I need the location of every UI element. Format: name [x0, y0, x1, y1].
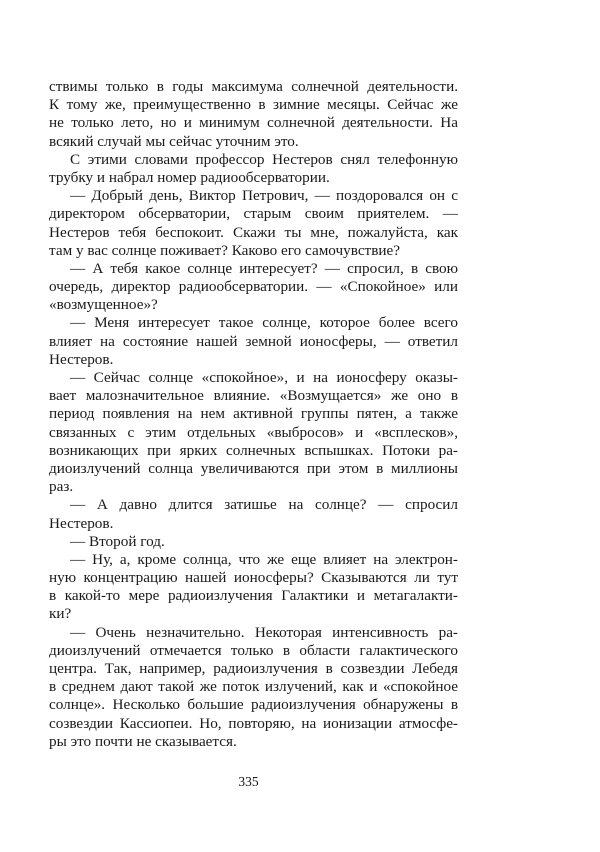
text-line: К тому же, преимущественно в зимние месяцы. Сейчас же — [49, 96, 458, 114]
text-line: ры это почти не сказывается. — [49, 732, 237, 750]
text-line: — Сейчас солнце «спокойное», и на ионосферу оказы- — [70, 369, 458, 386]
text-line: солнце». Несколько большие радиоизлучения обнаружены в — [49, 696, 458, 714]
text-line: в какой-то мере радиоизлучения Галактики и метагалакти- — [49, 587, 458, 605]
text-line: диоизлучений отмечается только в области галактического — [49, 641, 458, 659]
text-line: — Добрый день, Виктор Петрович, — поздоровался он с — [70, 187, 458, 205]
text-line: там у вас солнце поживает? Каково его самочувствие? — [49, 241, 400, 259]
text-line: очередь, директор радиообсерватории. — «Спокойное» или — [49, 278, 458, 296]
text-line: — Ну, а, кроме солнца, что же еще влияет на электрон- — [70, 550, 458, 568]
text-line: — Меня интересует такое солнце, которое более всего — [70, 314, 458, 332]
text-line: директором обсерватории, старым своим приятелем. — — [49, 205, 458, 223]
text-line: — Очень незначительно. Некоторая интенсивность ра- — [70, 623, 458, 641]
text-line: С этими словами профессор Нестеров снял телефонную — [70, 150, 458, 168]
text-line: ствимы только в годы максимума солнечной деятельности. — [49, 78, 458, 95]
text-line: не только лето, но и минимум солнечной деятельности. На — [49, 114, 458, 132]
text-line: Нестеров. — [49, 350, 114, 368]
text-line: трубку и набрал номер радиообсерватории. — [49, 168, 330, 186]
text-line: «возмущенное»? — [49, 296, 158, 314]
text-line: всякий случай мы сейчас уточним это. — [49, 132, 299, 150]
text-line: вает малозначительное влияние. «Возмущается» же оно в — [49, 387, 458, 405]
text-line: ную концентрацию нашей ионосферы? Сказываются ли тут — [49, 569, 458, 587]
text-line: центра. Так, например, радиоизлучения в созвездии Лебедя — [49, 660, 458, 677]
text-line: связанных с этим отдельных «выбросов» и «всплесков», — [49, 423, 458, 441]
text-line: Нестеров. — [49, 514, 114, 532]
text-line: Нестеров тебя беспокоит. Скажи ты мне, пожалуйста, как — [49, 223, 458, 241]
text-line: в среднем дают такой же поток излучений, как и «спокойное — [49, 678, 458, 696]
text-line: — А тебя какое солнце интересует? — спросил, в свою — [70, 259, 458, 277]
body-text — [49, 78, 458, 751]
text-line: раз. — [49, 478, 74, 496]
text-line: период появления на нем активной группы пятен, а также — [49, 405, 458, 423]
text-line: — Второй год. — [70, 532, 165, 550]
text-line: влияет на состояние нашей земной ионосферы, — ответил — [49, 332, 458, 350]
text-line: диоизлучений солнца увеличиваются при этом в миллионы — [49, 459, 458, 477]
text-line: — А давно длится затишье на солнце? — спросил — [70, 496, 458, 514]
text-line: созвездии Кассиопеи. Но, повторяю, на ионизации атмосфе- — [49, 714, 458, 732]
page-number: 335 — [238, 774, 259, 789]
text-line: возникающих при ярких солнечных вспышках. Потоки ра- — [49, 441, 458, 459]
text-line: ки? — [49, 605, 72, 623]
